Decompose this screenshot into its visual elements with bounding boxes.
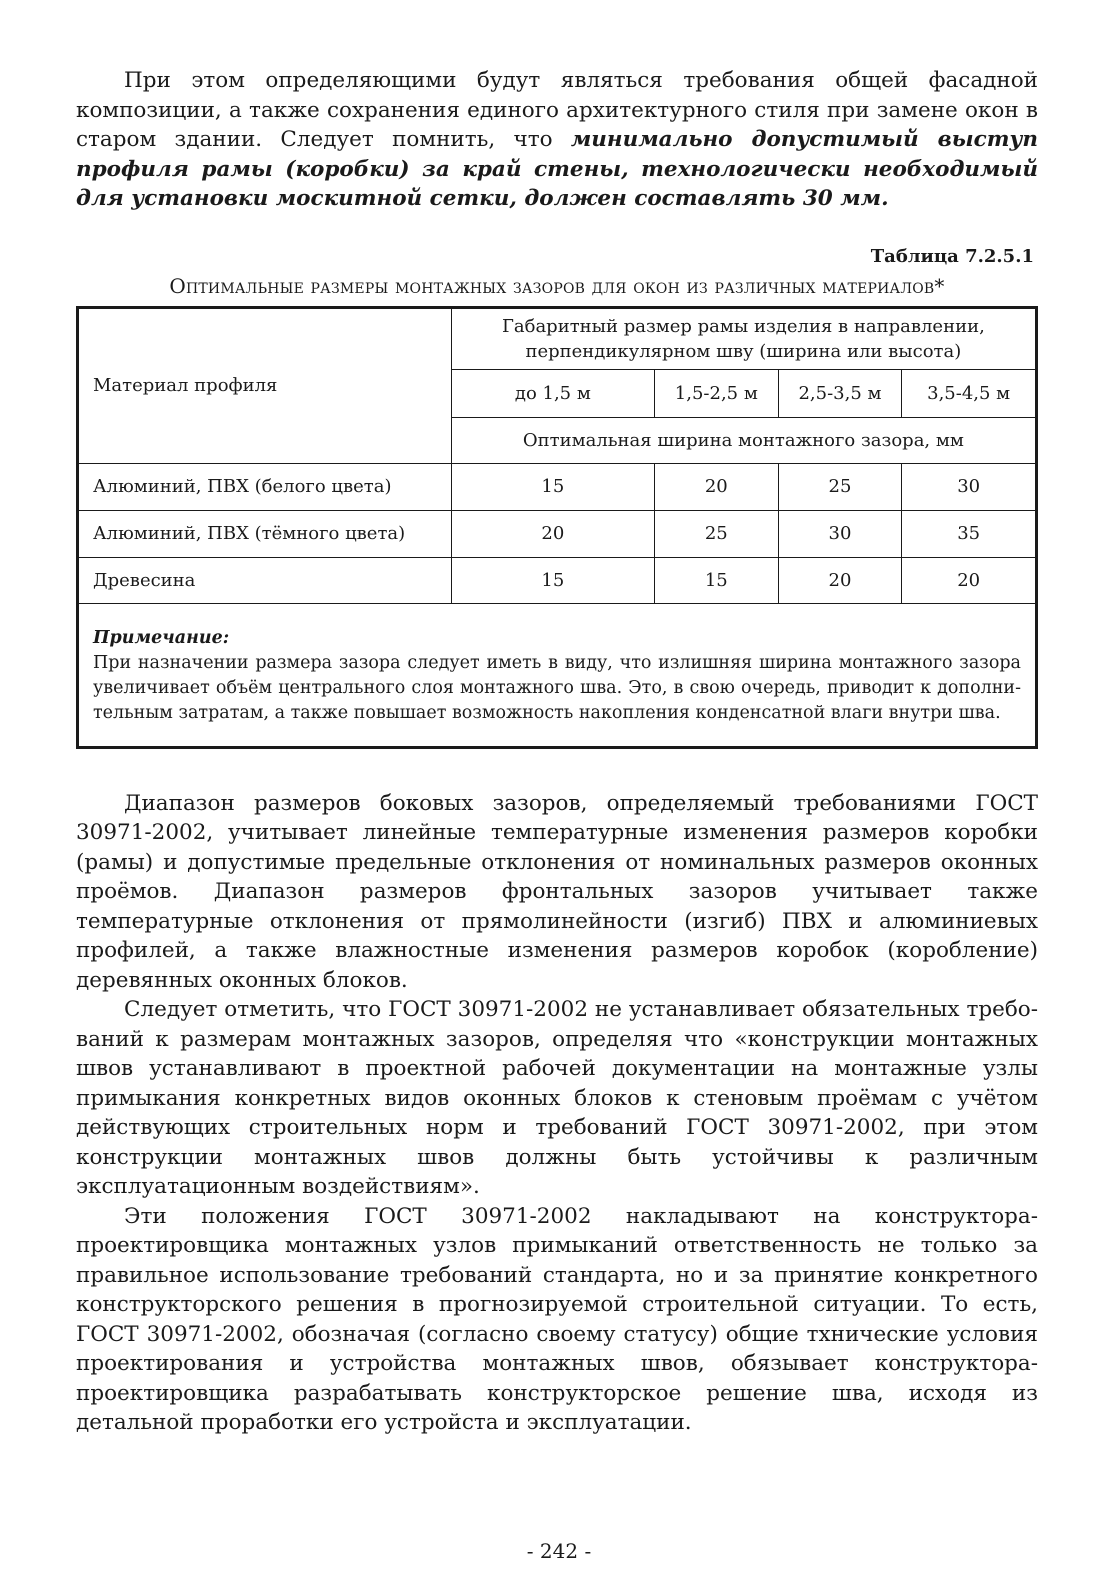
page-content xyxy=(76,66,1038,1438)
row-material: Алюминий, ПВХ (тёмного цвета) xyxy=(78,510,452,557)
note-title: Примечание: xyxy=(93,627,230,648)
body-text xyxy=(76,789,1038,1438)
intro-paragraph xyxy=(76,66,1038,214)
intro-bold-italic-text: минимально допустимый выступ профиля рамы (коробки) за край стены, технологически необходимый для установки москитной сетки, должен составлять 30 мм. xyxy=(76,127,1038,211)
row-value: 20 xyxy=(654,463,778,510)
material-header: Материал профиля xyxy=(78,307,452,463)
width-header: Оптимальная ширина монтажного зазора, мм xyxy=(451,417,1036,463)
intro-text: При этом определяющими будут являться требования общей фасадной композиции, а также сохранения единого архитектурного стиля при замене окон в старом здании. Следует помнить, что xyxy=(76,68,1038,152)
row-material: Алюминий, ПВХ (белого цвета) xyxy=(78,463,452,510)
row-value: 15 xyxy=(451,463,654,510)
size-range-1: до 1,5 м xyxy=(451,369,654,417)
row-value: 20 xyxy=(451,510,654,557)
row-value: 30 xyxy=(902,463,1037,510)
page-number: - 242 - xyxy=(526,1539,592,1563)
row-value: 25 xyxy=(654,510,778,557)
row-value: 20 xyxy=(902,557,1037,603)
size-range-4: 3,5-4,5 м xyxy=(902,369,1037,417)
size-header: Габаритный размер рамы изделия в направлении, перпендикулярном шву (ширина или высота) xyxy=(451,307,1036,369)
size-range-3: 2,5-3,5 м xyxy=(778,369,902,417)
body-paragraph: Диапазон размеров боковых зазоров, определяемый требованиями ГОСТ 30971-2002, учитывает линейные температурные изменения размеров коробки (рамы) и допустимые предельные отклонения от номинальных размеров оконных проёмов. Диапазон размеров фронтальных зазоров учитывает также температурные отклонения от прямолинейности (изгиб) ПВХ и алюминиевых профилей, а также влажностные изменения размеров коробок (коробление) деревянных оконных блоков. xyxy=(76,790,1038,993)
row-value: 15 xyxy=(654,557,778,603)
table-note xyxy=(78,603,1037,747)
table-number: Таблица 7.2.5.1 xyxy=(870,245,1034,267)
body-paragraph: Следует отметить, что ГОСТ 30971-2002 не устанавливает обязательных требований к размерам монтажных зазоров, определяя что «конструкции монтажных швов устанавливают в проектной рабочей документации на монтажные узлы примыкания конкретных видов оконных блоков к стеновым проёмам с учётом действующих строительных норм и требований ГОСТ 30971-2002, при этом конструкции монтажных швов должны быть устойчивы к различным эксплуатационным воздействиям». xyxy=(76,997,1038,1199)
row-value: 30 xyxy=(778,510,902,557)
table-row xyxy=(78,557,1037,603)
table-row xyxy=(78,510,1037,557)
row-material: Древесина xyxy=(78,557,452,603)
table-title: Оптимальные размеры монтажных зазоров для окон из различных материалов* xyxy=(169,273,945,298)
note-text: При назначении размера зазора следует иметь в виду, что излишняя ширина монтажного зазора увеличивает объём центрального слоя монтажного шва. Это, в свою очередь, приводит к дополнительным затратам, а также повышает возможность накопления конденсатной влаги внутри шва. xyxy=(93,652,1021,723)
row-value: 15 xyxy=(451,557,654,603)
body-paragraph: Эти положения ГОСТ 30971-2002 накладывают на конструктора-проектировщика монтажных узлов примыканий ответственность не только за правильное использование требований стандарта, но и за принятие конкретного конструкторского решения в прогнозируемой строительной ситуации. То есть, ГОСТ 30971-2002, обозначая (согласно своему статусу) общие тхнические условия проектирования и устройства монтажных швов, обязывает конструктора-проектировщика разрабатывать конструкторское решение шва, исходя из детальной проработки его устройста и эксплуатации. xyxy=(76,1203,1038,1435)
row-value: 20 xyxy=(778,557,902,603)
size-range-2: 1,5-2,5 м xyxy=(654,369,778,417)
table-row xyxy=(78,463,1037,510)
row-value: 25 xyxy=(778,463,902,510)
row-value: 35 xyxy=(902,510,1037,557)
gap-table xyxy=(76,306,1038,749)
